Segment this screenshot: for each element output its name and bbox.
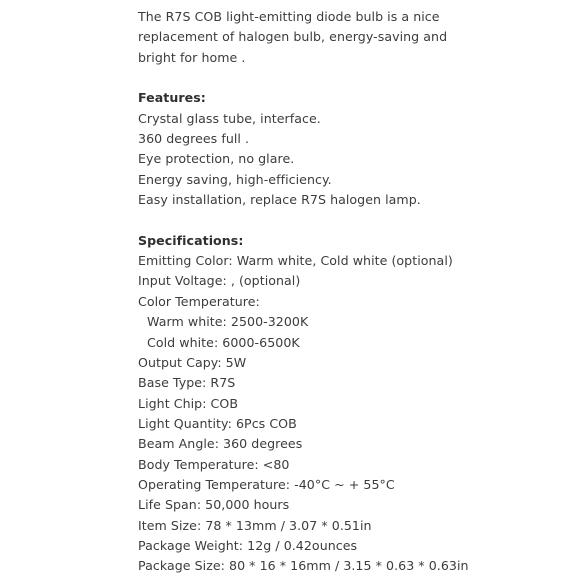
intro-line-3: bright for home . [138, 49, 246, 65]
section-spacer [138, 68, 570, 88]
spec-life-span: Life Span: 50,000 hours [138, 497, 290, 513]
spec-beam-angle: Beam Angle: 360 degrees [138, 436, 303, 452]
spec-item-size: Item Size: 78 * 13mm / 3.07 * 0.51in [138, 517, 372, 533]
spec-base-type: Base Type: R7S [138, 375, 236, 391]
spec-emitting-color: Emitting Color: Warm white, Cold white (optional) [138, 253, 453, 269]
spec-warm-white: Warm white: 2500-3200K [147, 314, 309, 330]
spec-operating-temperature: Operating Temperature: -40°C ~ + 55°C [138, 476, 395, 492]
feature-item: Energy saving, high-efficiency. [138, 171, 332, 187]
spec-light-quantity: Light Quantity: 6Pcs COB [138, 415, 297, 431]
features-heading: Features: [138, 90, 206, 106]
product-description [138, 7, 570, 577]
intro-line-1: The R7S COB light-emitting diode bulb is a nice [138, 9, 440, 24]
spec-body-temperature: Body Temperature: <80 [138, 456, 290, 472]
spec-cold-white: Cold white: 6000-6500K [147, 334, 300, 350]
section-spacer [138, 210, 570, 230]
spec-light-chip: Light Chip: COB [138, 395, 239, 411]
intro-line-2: replacement of halogen bulb, energy-saving and [138, 29, 448, 45]
spec-output-capy: Output Capy: 5W [138, 354, 247, 370]
feature-item: Easy installation, replace R7S halogen lamp. [138, 192, 421, 208]
spec-package-weight: Package Weight: 12g / 0.42ounces [138, 537, 358, 553]
feature-item: 360 degrees full . [138, 131, 250, 147]
spec-color-temperature: Color Temperature: [138, 293, 260, 309]
feature-item: Eye protection, no glare. [138, 151, 295, 167]
feature-item: Crystal glass tube, interface. [138, 110, 321, 126]
spec-input-voltage: Input Voltage: , (optional) [138, 273, 301, 289]
specifications-heading: Specifications: [138, 232, 244, 248]
spec-package-size: Package Size: 80 * 16 * 16mm / 3.15 * 0.63 * 0.63in [138, 558, 469, 574]
